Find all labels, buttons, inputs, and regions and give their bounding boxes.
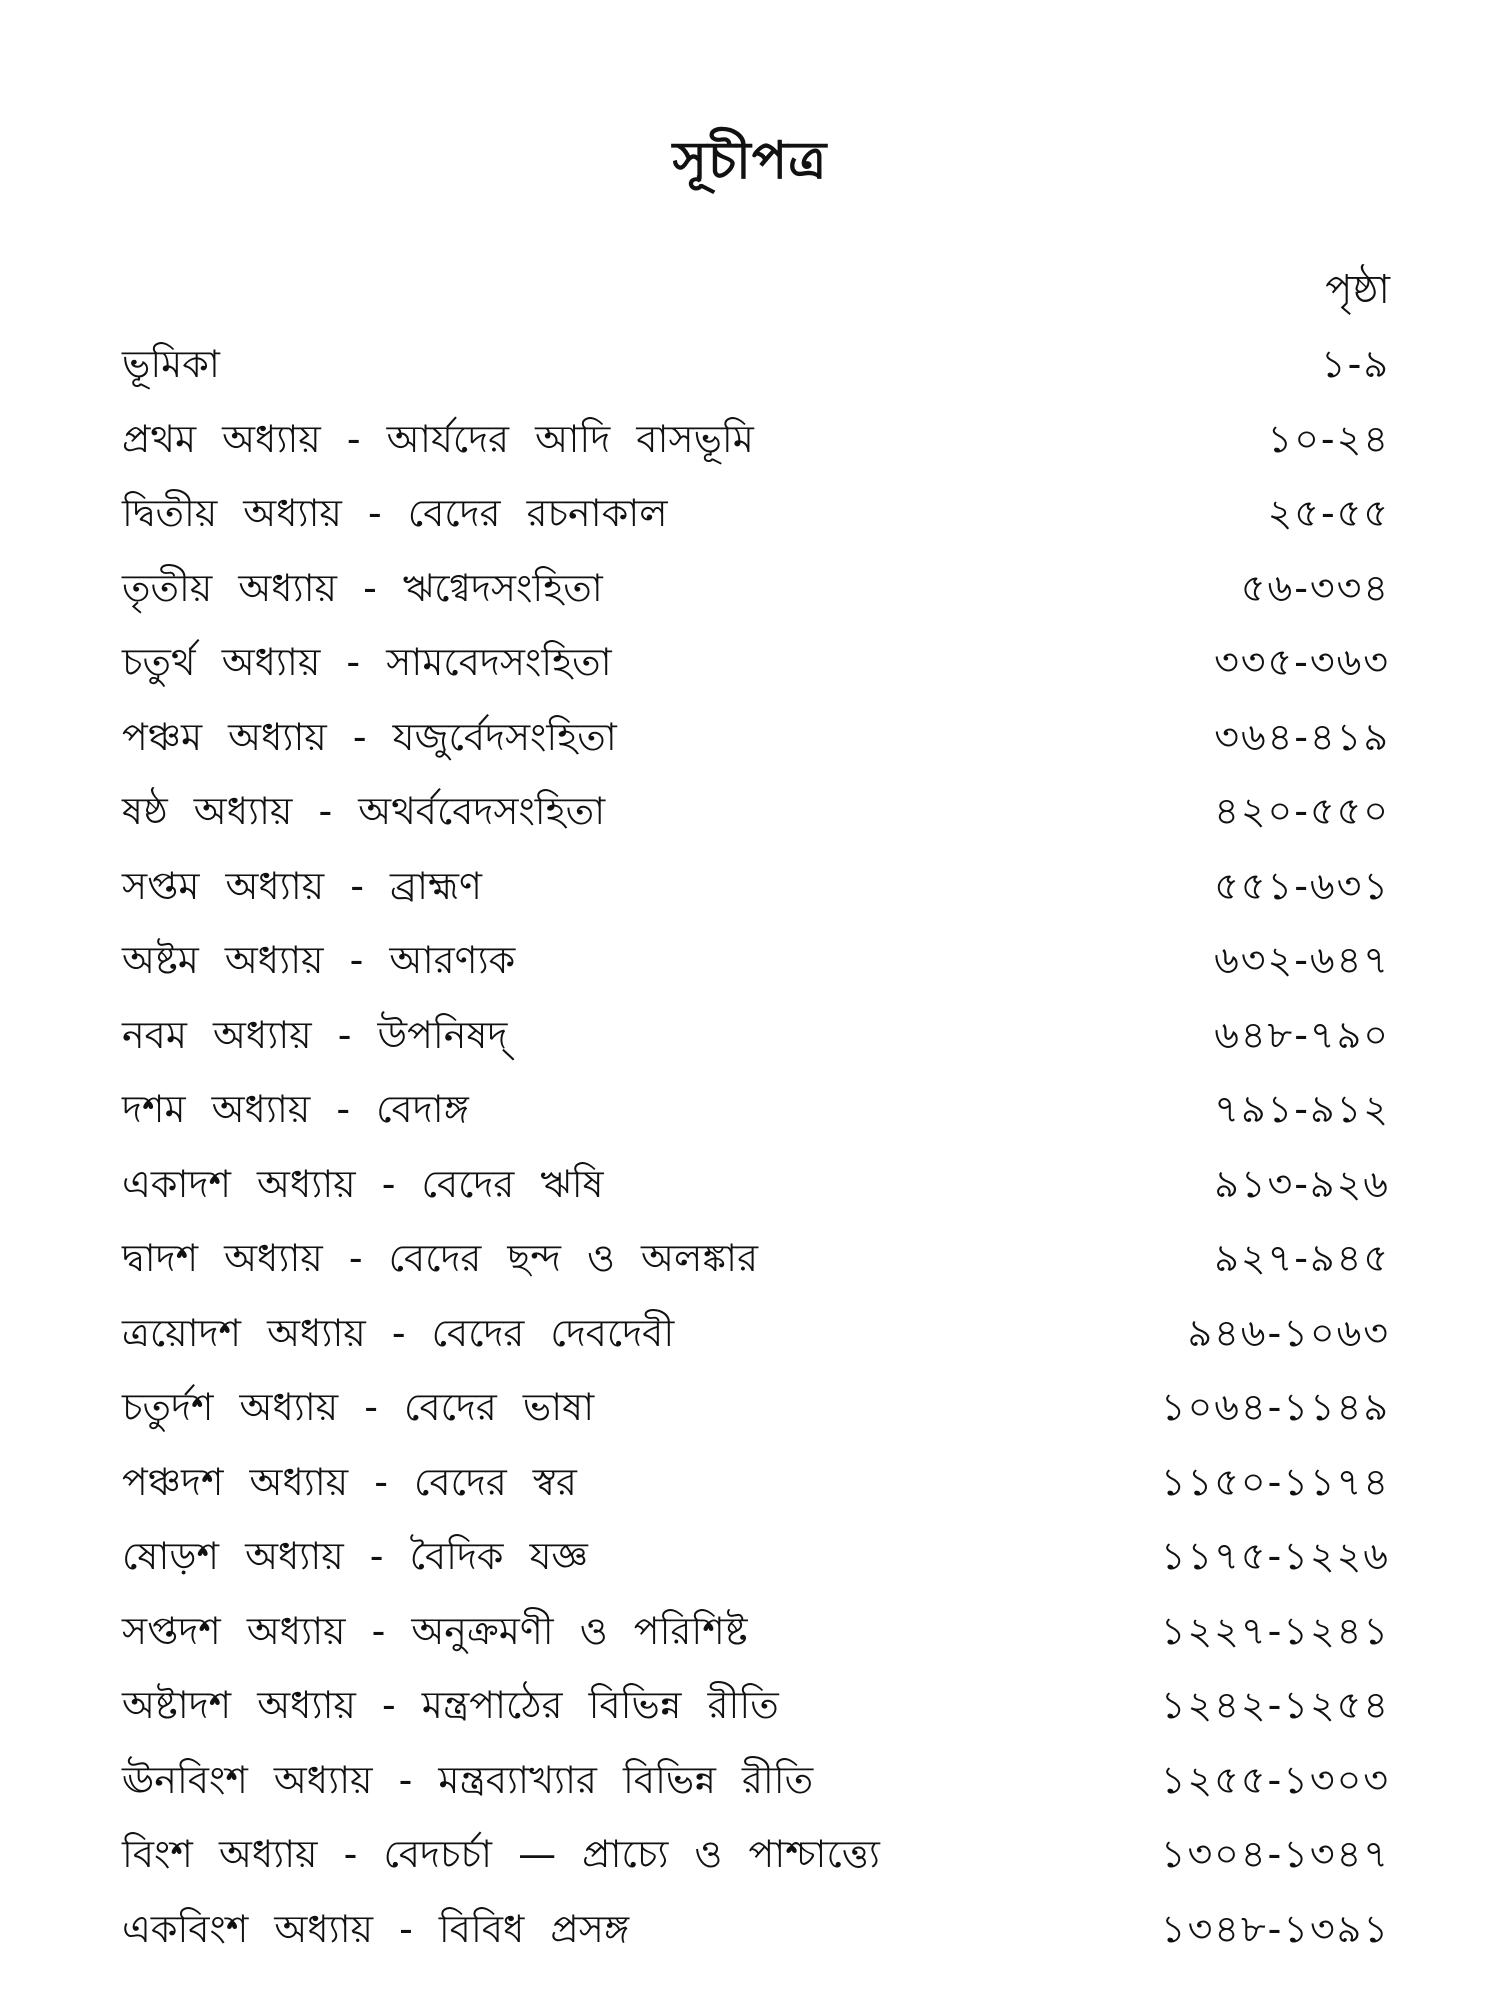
toc-entry-row — [122, 1820, 1390, 1895]
toc-entry-title: নবম অধ্যায় - উপনিষদ্ — [122, 1012, 508, 1057]
toc-entry-row — [122, 1075, 1390, 1150]
toc-entry-title: দ্বাদশ অধ্যায় - বেদের ছন্দ ও অলঙ্কার — [122, 1236, 758, 1281]
toc-entry-title: একবিংশ অধ্যায় - বিবিধ প্রসঙ্গ — [122, 1906, 630, 1951]
toc-entry-row — [122, 1373, 1390, 1448]
page-title: সূচীপত্র — [672, 131, 828, 191]
toc-entry-row — [122, 1895, 1390, 1970]
toc-entry-title: চতুর্দশ অধ্যায় - বেদের ভাষা — [122, 1385, 595, 1430]
toc-entry-pages: ১২৪২-১২৫৪ — [1160, 1683, 1390, 1728]
toc-entry-title: দশম অধ্যায় - বেদাঙ্গ — [122, 1087, 469, 1132]
toc-entry-title: প্রথম অধ্যায় - আর্যদের আদি বাসভূমি — [122, 416, 754, 461]
toc-entry-row — [122, 852, 1390, 927]
toc-entry-pages: ৯৪৬-১০৬৩ — [1187, 1310, 1390, 1355]
toc-entry-row — [122, 1224, 1390, 1299]
toc-entry-row — [122, 1001, 1390, 1076]
toc-entry-row — [122, 703, 1390, 778]
toc-entry-row — [122, 405, 1390, 480]
toc-entry-title: সপ্তদশ অধ্যায় - অনুক্রমণী ও পরিশিষ্ট — [122, 1608, 748, 1653]
toc-entry-pages: ৯২৭-৯৪৫ — [1214, 1236, 1390, 1281]
toc-entry-pages: ৬৪৮-৭৯০ — [1214, 1012, 1390, 1057]
toc-entry-title: তৃতীয় অধ্যায় - ঋগ্বেদসংহিতা — [122, 565, 603, 610]
toc-entry-row — [122, 926, 1390, 1001]
toc-entry-pages: ১০৬৪-১১৪৯ — [1160, 1385, 1390, 1430]
table-of-contents — [122, 330, 1390, 1969]
toc-entry-pages: ৪২০-৫৫০ — [1214, 789, 1390, 834]
toc-entry-row — [122, 1597, 1390, 1672]
toc-entry-title: একাদশ অধ্যায় - বেদের ঋষি — [122, 1161, 604, 1206]
toc-entry-row — [122, 479, 1390, 554]
toc-entry-pages: ১-৯ — [1320, 342, 1390, 387]
page-column-header: পৃষ্ঠা — [1325, 267, 1390, 313]
toc-entry-title: ষষ্ঠ অধ্যায় - অথর্ববেদসংহিতা — [122, 789, 606, 834]
toc-entry-row — [122, 628, 1390, 703]
toc-entry-pages: ১০-২৪ — [1267, 416, 1390, 461]
toc-entry-title: ত্রয়োদশ অধ্যায় - বেদের দেবদেবী — [122, 1310, 675, 1355]
toc-entry-title: ভূমিকা — [122, 342, 220, 387]
toc-entry-title: অষ্টাদশ অধ্যায় - মন্ত্রপাঠের বিভিন্ন রীতি — [122, 1683, 779, 1728]
toc-entry-pages: ৭৯১-৯১২ — [1214, 1087, 1390, 1132]
toc-entry-title: পঞ্চদশ অধ্যায় - বেদের স্বর — [122, 1459, 577, 1504]
toc-entry-title: চতুর্থ অধ্যায় - সামবেদসংহিতা — [122, 640, 612, 685]
toc-entry-pages: ১১৭৫-১২২৬ — [1160, 1534, 1390, 1579]
toc-entry-pages: ৩৩৫-৩৬৩ — [1214, 640, 1390, 685]
toc-entry-row — [122, 1671, 1390, 1746]
toc-entry-pages: ৩৬৪-৪১৯ — [1214, 714, 1390, 759]
toc-entry-pages: ৬৩২-৬৪৭ — [1214, 938, 1390, 983]
toc-entry-row — [122, 554, 1390, 629]
toc-entry-row — [122, 330, 1390, 405]
toc-entry-row — [122, 1522, 1390, 1597]
toc-entry-pages: ২৫-৫৫ — [1267, 491, 1390, 536]
toc-entry-row — [122, 777, 1390, 852]
toc-entry-pages: ১২৫৫-১৩০৩ — [1160, 1757, 1390, 1802]
toc-entry-pages: ৫৬-৩৩৪ — [1240, 565, 1390, 610]
toc-entry-row — [122, 1299, 1390, 1374]
toc-entry-row — [122, 1150, 1390, 1225]
toc-entry-title: অষ্টম অধ্যায় - আরণ্যক — [122, 938, 516, 983]
toc-entry-row — [122, 1746, 1390, 1821]
toc-entry-title: দ্বিতীয় অধ্যায় - বেদের রচনাকাল — [122, 491, 668, 536]
toc-entry-title: ঊনবিংশ অধ্যায় - মন্ত্রব্যাখ্যার বিভিন্ন রীতি — [122, 1757, 814, 1802]
toc-entry-pages: ১৩৪৮-১৩৯১ — [1160, 1906, 1390, 1951]
toc-entry-row — [122, 1448, 1390, 1523]
toc-entry-title: পঞ্চম অধ্যায় - যজুর্বেদসংহিতা — [122, 714, 617, 759]
toc-entry-title: বিংশ অধ্যায় - বেদচর্চা — প্রাচ্যে ও পাশ্চাত্ত্যে — [122, 1832, 880, 1877]
toc-entry-pages: ১১৫০-১১৭৪ — [1160, 1459, 1390, 1504]
toc-entry-pages: ১৩০৪-১৩৪৭ — [1160, 1832, 1390, 1877]
toc-entry-pages: ৯১৩-৯২৬ — [1214, 1161, 1390, 1206]
toc-entry-pages: ১২২৭-১২৪১ — [1160, 1608, 1390, 1653]
toc-entry-title: ষোড়শ অধ্যায় - বৈদিক যজ্ঞ — [122, 1534, 588, 1579]
toc-entry-pages: ৫৫১-৬৩১ — [1214, 863, 1390, 908]
toc-entry-title: সপ্তম অধ্যায় - ব্রাহ্মণ — [122, 863, 482, 908]
